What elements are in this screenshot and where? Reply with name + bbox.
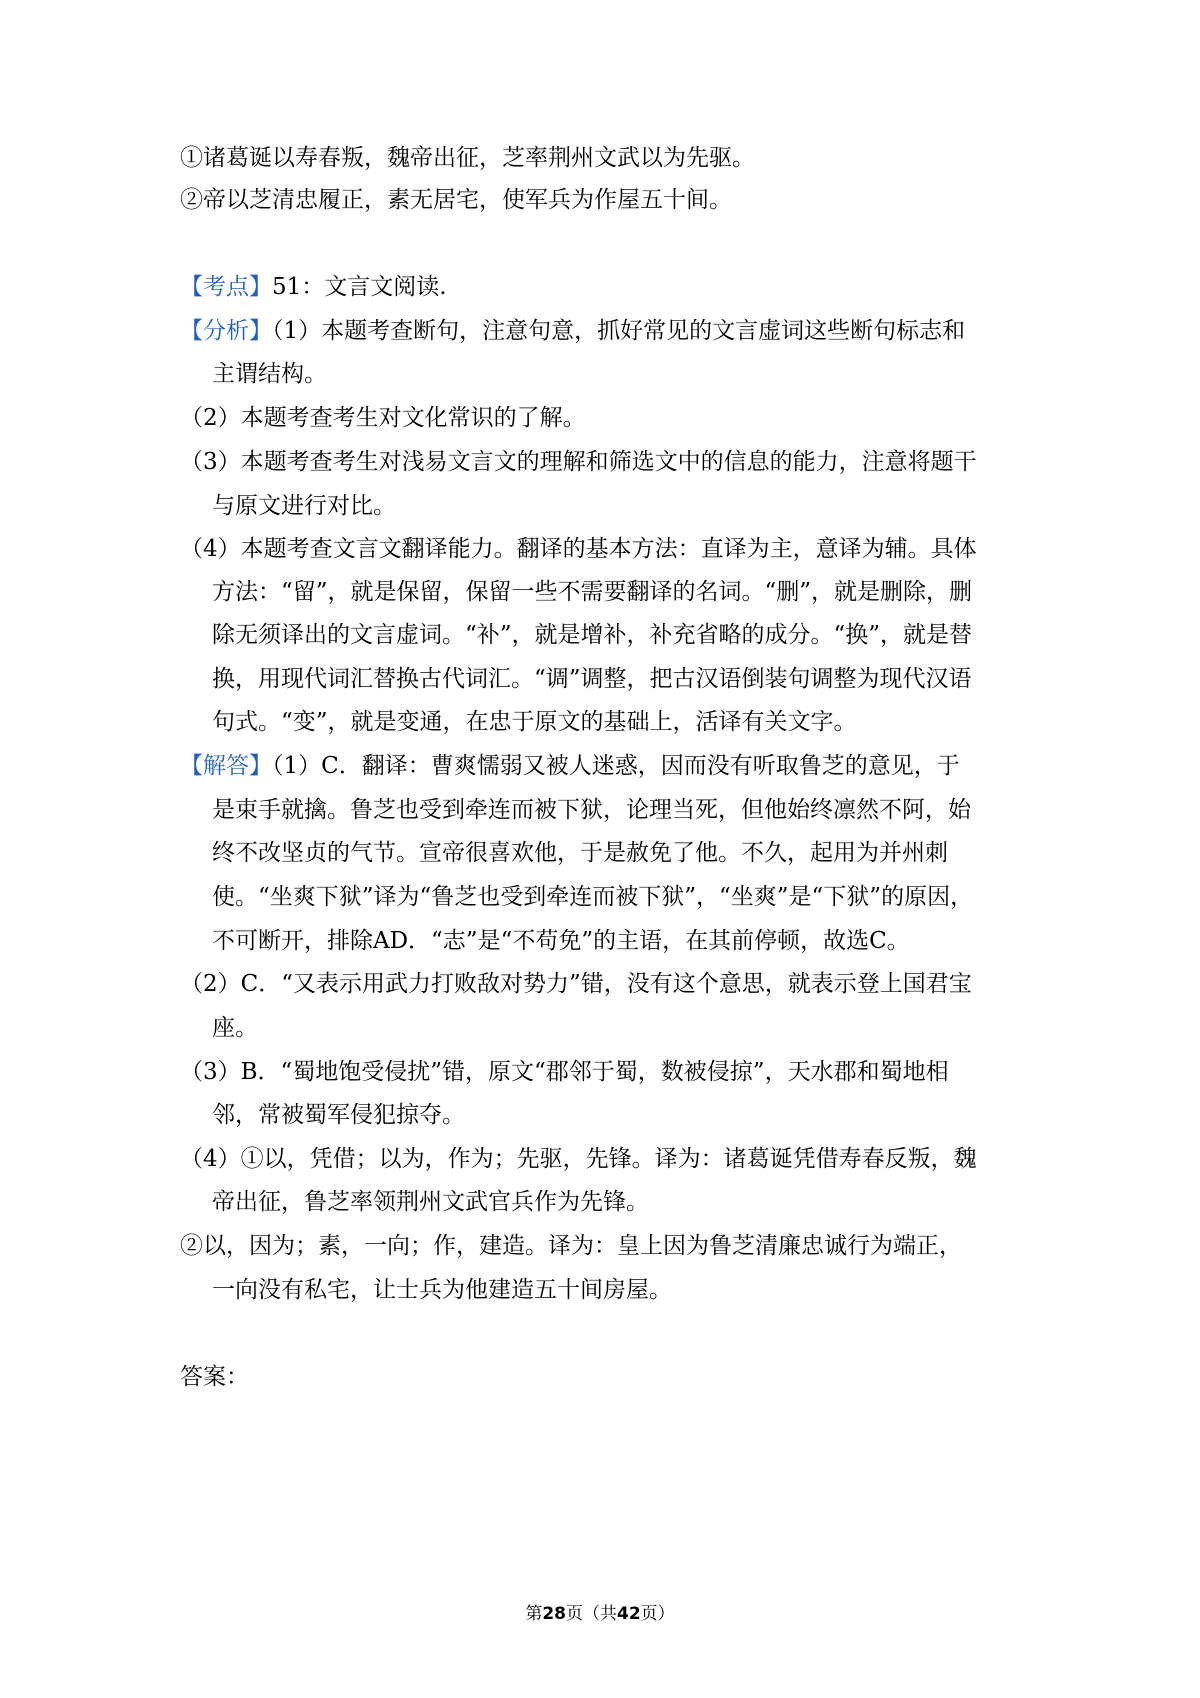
jieda-line: 座。 <box>212 1015 258 1041</box>
footer-prefix: 第 <box>525 1604 543 1624</box>
jieda-line: ②以，因为；素，一向；作，建造。译为：皇上因为鲁芝清廉忠诚行为端正， <box>180 1233 962 1259</box>
footer-page-number: 28 <box>542 1604 566 1624</box>
jieda-line: 是束手就擒。鲁芝也受到牵连而被下狱，论理当死，但他始终凛然不阿，始 <box>212 797 971 823</box>
kaodian-text: 51：文言文阅读. <box>272 274 447 300</box>
fenxi-line: 方法：“留”，就是保留，保留一些不需要翻译的名词。“删”，就是删除，删 <box>212 579 973 605</box>
fenxi-line: （4）本题考查文言文翻译能力。翻译的基本方法：直译为主，意译为辅。具体 <box>180 536 977 562</box>
jieda-line: （4）①以，凭借；以为，作为；先驱，先锋。译为：诸葛诞凭借寿春反叛，魏 <box>180 1146 977 1172</box>
page-footer <box>0 1602 1200 1626</box>
fenxi-tag: 【分析】 <box>180 318 272 344</box>
jieda-line: 帝出征，鲁芝率领荆州文武官兵作为先锋。 <box>212 1189 649 1215</box>
fenxi-line: 换，用现代词汇替换古代词汇。“调”调整，把古汉语倒装句调整为现代汉语 <box>212 666 972 692</box>
jieda-line: 一向没有私宅，让士兵为他建造五十间房屋。 <box>212 1277 672 1303</box>
jieda-line: （2）C．“又表示用武力打败敌对势力”错，没有这个意思，就表示登上国君宝 <box>180 971 972 997</box>
jieda-line: （1）C．翻译：曹爽懦弱又被人迷惑，因而没有听取鲁芝的意见，于 <box>272 753 960 779</box>
previous-answer-line-1: ①诸葛诞以寿春叛，魏帝出征，芝率荆州文武以为先驱。 <box>180 145 755 171</box>
footer-middle: 页（共 <box>566 1604 617 1624</box>
fenxi-line: （1）本题考查断句，注意句意，抓好常见的文言虚词这些断句标志和 <box>272 318 966 344</box>
fenxi-line: （3）本题考查考生对浅易文言文的理解和筛选文中的信息的能力，注意将题干 <box>180 449 977 475</box>
jieda-line: 不可断开，排除AD．“志”是“不苟免”的主语，在其前停顿，故选C。 <box>212 928 910 954</box>
jieda-line: 使。“坐爽下狱”译为“鲁芝也受到牵连而被下狱”，“坐爽”是“下狱”的原因， <box>212 884 974 910</box>
fenxi-line: 句式。“变”，就是变通，在忠于原文的基础上，活译有关文字。 <box>212 709 857 735</box>
previous-answer-line-2: ②帝以芝清忠履正，素无居宅，使军兵为作屋五十间。 <box>180 187 732 213</box>
footer-suffix: 页） <box>640 1604 675 1624</box>
answer-label: 答案： <box>180 1364 249 1390</box>
fenxi-section-start <box>180 315 965 347</box>
jieda-tag: 【解答】 <box>180 753 272 779</box>
jieda-line: 终不改坚贞的气节。宣帝很喜欢他，于是赦免了他。不久，起用为并州刺 <box>212 840 948 866</box>
kaodian-tag: 【考点】 <box>180 274 272 300</box>
fenxi-line: （2）本题考查考生对文化常识的了解。 <box>180 405 586 431</box>
fenxi-line: 主谓结构。 <box>212 361 327 387</box>
jieda-line: 邻，常被蜀军侵犯掠夺。 <box>212 1102 465 1128</box>
jieda-section-start <box>180 750 960 782</box>
fenxi-line: 与原文进行对比。 <box>212 493 396 519</box>
fenxi-line: 除无须译出的文言虚词。“补”，就是增补，补充省略的成分。“换”，就是替 <box>212 622 973 648</box>
kaodian-section <box>180 271 447 303</box>
jieda-line: （3）B．“蜀地饱受侵扰”错，原文“郡邻于蜀，数被侵掠”，天水郡和蜀地相 <box>180 1059 949 1085</box>
footer-total-pages: 42 <box>617 1604 641 1624</box>
